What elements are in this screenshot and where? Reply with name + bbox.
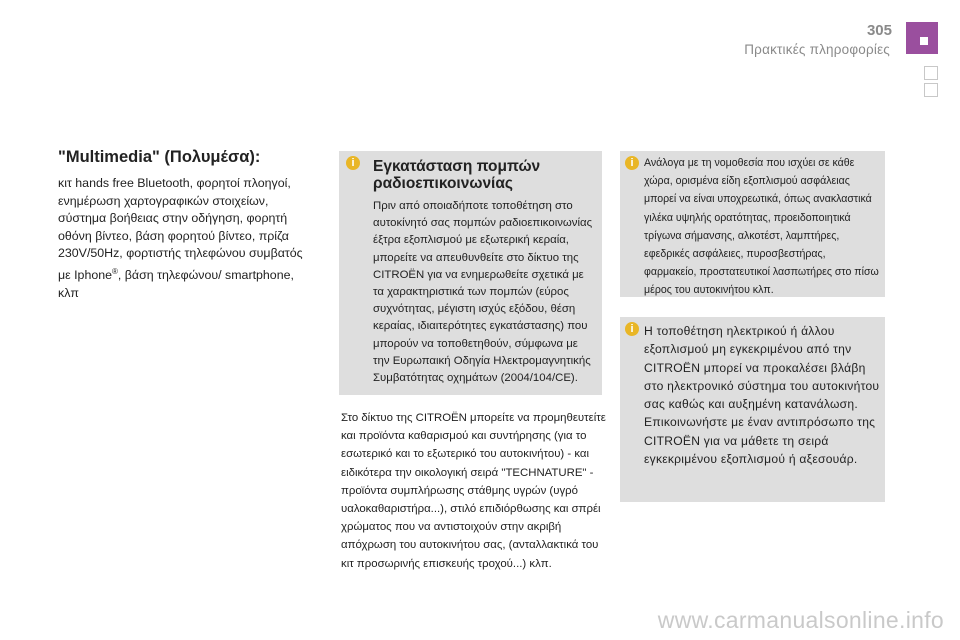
info-icon: i <box>625 156 639 170</box>
watermark: www.carmanualsonline.info <box>657 607 944 633</box>
law-box-text: Ανάλογα με τη νομοθεσία που ισχύει σε κάθε χώρα, ορισμένα είδη εξοπλισμού ασφάλειας μπορεί να είναι υποχρεωτικά, όπως ανακλαστικά γιλέκα υψηλής ορατότητας, προειδοποιητικά τρίγωνα σήμανσης, αλκοτέστ, λαμπτήρες, εφεδρικές ασφάλειες, πυροσβεστήρας, φαρμακείο, προστατευτικοί λασπωτήρες στο πίσω μέρος του αυτοκινήτου κλπ. <box>644 157 879 297</box>
chapter-box-outline <box>924 66 938 80</box>
multimedia-text-end: , βάση τηλεφώνου/ smartphone, κλπ <box>58 268 294 300</box>
law-equipment-box <box>620 151 885 297</box>
electrical-box-text-1: Η τοποθέτηση ηλεκτρικού ή άλλου εξοπλισμού μη εγκεκριμένου από την CITROËN μπορεί να προκαλέσει βλάβη στο ηλεκτρονικό σύστημα του αυτοκινήτου σας καθώς και αυξημένη κατανάλωση. <box>644 324 880 412</box>
left-column <box>58 148 308 302</box>
law-box-content <box>644 154 880 300</box>
electrical-equipment-box <box>620 317 885 502</box>
chapter-tab-marker <box>906 22 938 54</box>
electrical-box-text-2: Επικοινωνήστε με έναν αντιπρόσωπο της CITROËN για να μάθετε τη σειρά εγκεκριμένου εξοπλισμού ή αξεσουάρ. <box>644 415 876 467</box>
page-number: 305 <box>866 22 892 39</box>
radio-box-content <box>373 158 595 387</box>
info-icon: i <box>346 156 360 170</box>
multimedia-text <box>58 175 308 302</box>
network-products-text: Στο δίκτυο της CITROËN μπορείτε να προμηθευτείτε και προϊόντα καθαρισμού και συντήρησης (για το εσωτερικό και το εξωτερικό του αυτοκινήτου) - και ειδικότερα την οικολογική σειρά "TECHNATURE" - προϊόντα συμπλήρωσης στάθμης υγρών (υγρό υαλοκαθαριστήρα...), στιλό επιδιόρθωσης και σπρέι χρώματος που να αντιστοιχούν στην ακριβή απόχρωση του αυτοκινήτου σας, (ανταλλακτικά του κιτ προσωρινής επισκευής τροχού...) κλπ. <box>341 412 606 570</box>
electrical-box-content <box>644 322 880 468</box>
info-icon: i <box>625 322 639 336</box>
radio-box-title: Εγκατάσταση πομπών ραδιοεπικοινωνίας <box>373 158 541 192</box>
radio-transmitter-box <box>339 151 602 395</box>
section-title: Πρακτικές πληροφορίες <box>744 42 890 57</box>
registered-mark: ® <box>112 266 118 276</box>
radio-box-text: Πριν από οποιαδήποτε τοποθέτηση στο αυτοκίνητό σας πομπών ραδιοεπικοινωνίας έξτρα εξοπλισμού με εξωτερική κεραία, μπορείτε να απευθυνθείτε στο δίκτυο της CITROËN για να ενημερωθείτε σχετικά με τα χαρακτηριστικά των πομπών (εύρος συχνότητας, μέγιστη ισχύς εξόδου, θέση κεραίας, ιδιαιτερότητες εγκατάστασης) που μπορούν να τοποθετηθούν, σύμφωνα με την Ευρωπαική Οδηγία Ηλεκτρομαγνητικής Συμβατότητας οχημάτων (2004/104/CE). <box>373 200 593 385</box>
multimedia-heading: "Multimedia" (Πολυμέσα): <box>58 148 261 166</box>
multimedia-text-main: κιτ hands free Bluetooth, φορητοί πλοηγοί, ενημέρωση χαρτογραφικών στοιχείων, σύστημα βοήθειας στην οδήγηση, φορητή οθόνη βίντεο, βάση φορητού βίντεο, πρίζα 230V/50Hz, φορτιστής τηλεφώνου συμβατός με Iphone <box>58 176 303 283</box>
chapter-box-outline <box>924 83 938 97</box>
network-products-text-block <box>341 409 606 573</box>
